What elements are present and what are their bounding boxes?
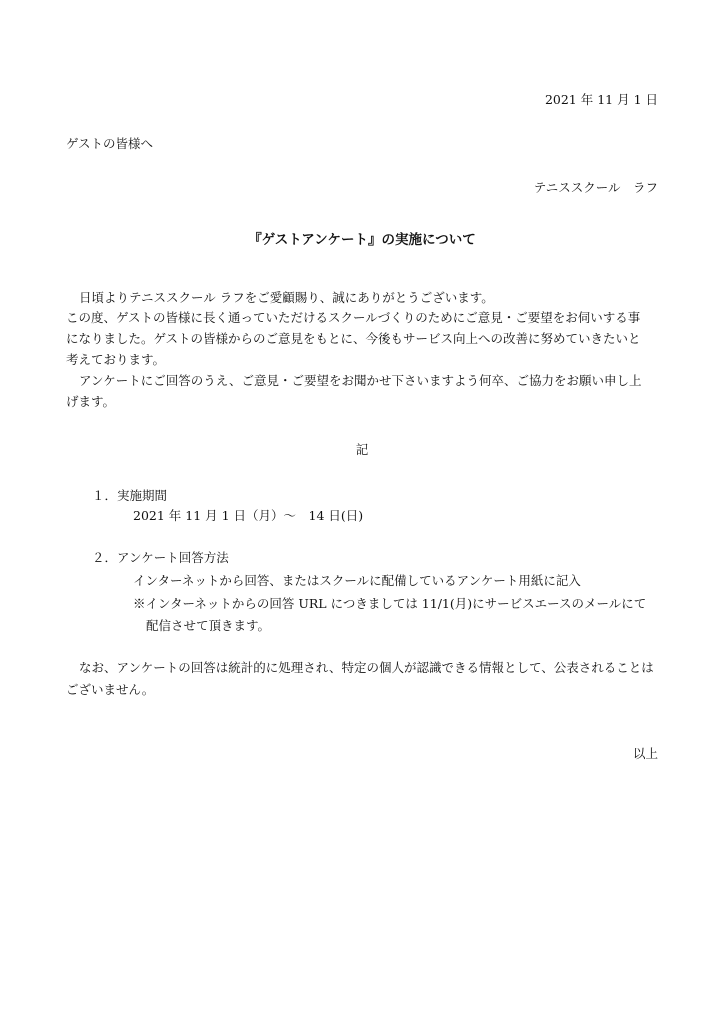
body-line: になりました。ゲストの皆様からのご意見をもとに、今後もサービス向上への改善に努めていきたいと xyxy=(66,331,641,346)
body-line: アンケートにご回答のうえ、ご意見・ご要望をお聞かせ下さいますよう何卒、ご協力をお願い申し上 xyxy=(79,373,642,388)
recipient-line: ゲストの皆様へ xyxy=(66,136,154,151)
body-line: この度、ゲストの皆様に長く通っていただけるスクールづくりのためにご意見・ご要望をお伺いする事 xyxy=(66,310,641,325)
item-detail: 2021 年 11 月 1 日（月）～ 14 日(日) xyxy=(133,508,364,523)
body-line: 日頃よりテニススクール ラフをご愛顧賜り、誠にありがとうございます。 xyxy=(79,290,494,305)
closing-text: 以上 xyxy=(632,746,658,761)
item-detail: インターネットから回答、またはスクールに配備しているアンケート用紙に記入 xyxy=(133,573,581,588)
item-heading: １．実施期間 xyxy=(92,488,168,503)
sender-line: テニススクール ラフ xyxy=(533,180,658,195)
item-heading: ２．アンケート回答方法 xyxy=(92,550,229,565)
body-line: 考えております。 xyxy=(66,352,166,367)
item-detail: 配信させて頂きます。 xyxy=(146,618,271,633)
ki-marker: 記 xyxy=(355,442,369,457)
document-title: 『ゲストアンケート』の実施について xyxy=(248,232,476,248)
item-detail: ※インターネットからの回答 URL につきましては 11/1(月)にサービスエースのメールにて xyxy=(133,596,647,611)
note-line: ございません。 xyxy=(66,682,155,697)
body-line: げます。 xyxy=(66,394,116,409)
note-line: なお、アンケートの回答は統計的に処理され、特定の個人が認識できる情報として、公表されることは xyxy=(79,660,654,675)
document-date: 2021 年 11 月 1 日 xyxy=(544,92,658,107)
